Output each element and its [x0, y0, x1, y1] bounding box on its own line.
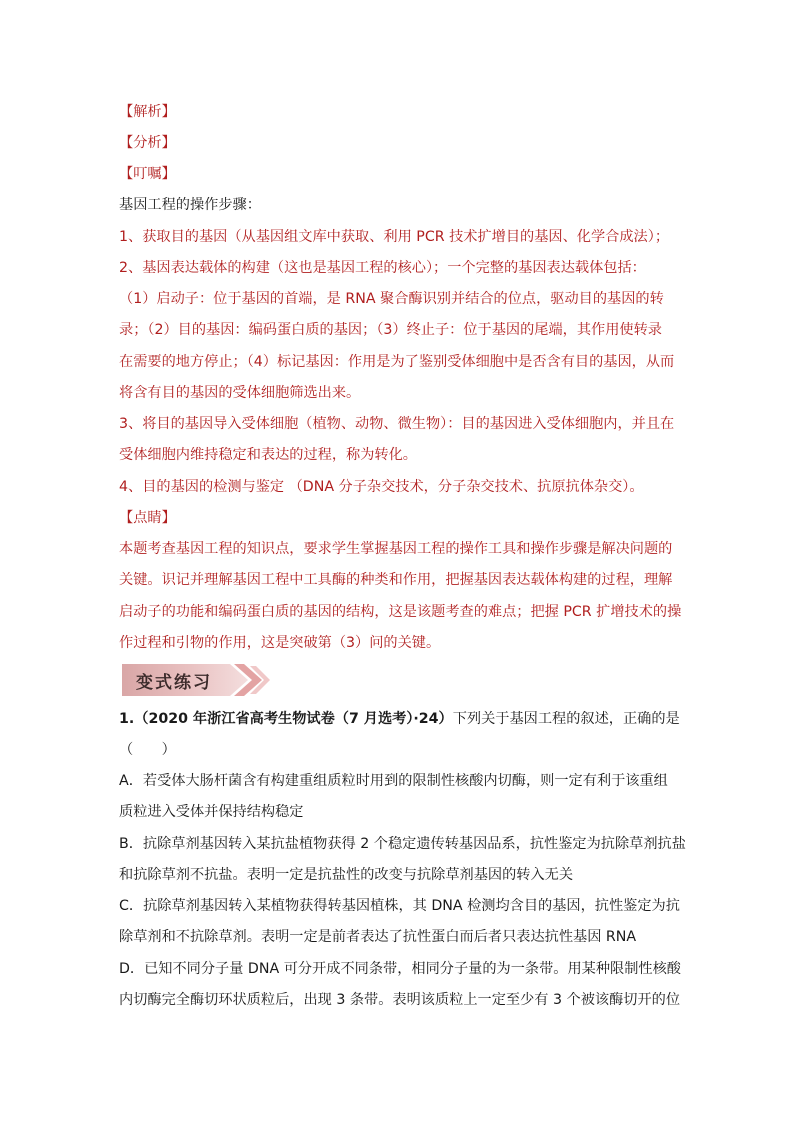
step-2-line-2: 录；（2）目的基因：编码蛋白质的基因；（3）终止子：位于基因的尾端，其作用使转录	[119, 322, 662, 338]
question-stem: 下列关于基因工程的叙述，正确的是	[452, 711, 680, 727]
step-2-line-1: （1）启动子：位于基因的首端，是 RNA 聚合酶识别并结合的位点，驱动目的基因的转	[119, 291, 664, 307]
option-b-line-2: 和抗除草剂不抗盐。表明一定是抗盐性的改变与抗除草剂基因的转入无关	[119, 867, 574, 883]
step-3-line-2: 受体细胞内维持稳定和表达的过程，称为转化。	[119, 447, 417, 463]
step-3-line-1: 3、将目的基因导入受体细胞（植物、动物、微生物）：目的基因进入受体细胞内，并且在	[119, 416, 675, 432]
option-a-line-2: 质粒进入受体并保持结构稳定	[119, 804, 304, 820]
section-label-jiexi: 【解析】	[119, 104, 176, 120]
steps-title: 基因工程的操作步骤：	[119, 197, 261, 213]
question-source: （2020 年浙江省高考生物试卷（7 月选考）·24）	[134, 711, 453, 727]
dianjing-line-2: 关键。识记并理解基因工程中工具酶的种类和作用，把握基因表达载体构建的过程，理解	[119, 572, 673, 588]
question-blank: （ ）	[119, 742, 176, 758]
step-2-line-4: 将含有目的基因的受体细胞筛选出来。	[119, 385, 361, 401]
banner-label: 变式练习	[136, 673, 212, 693]
step-1: 1、获取目的基因（从基因组文库中获取、利用 PCR 技术扩增目的基因、化学合成法）；	[119, 229, 670, 245]
practice-banner	[122, 660, 272, 700]
option-d-line-1: D．已知不同分子量 DNA 可分开成不同条带，相同分子量的为一条带。用某种限制性核酸	[119, 961, 681, 977]
step-2: 2、基因表达载体的构建（这也是基因工程的核心）；一个完整的基因表达载体包括：	[119, 260, 646, 276]
option-c-line-2: 除草剂和不抗除草剂。表明一定是前者表达了抗性蛋白而后者只表达抗性基因 RNA	[119, 929, 637, 945]
section-label-dingzhu: 【叮嘱】	[119, 166, 176, 182]
section-label-dianjing: 【点睛】	[119, 510, 176, 526]
dianjing-line-4: 作过程和引物的作用，这是突破第（3）问的关键。	[119, 635, 441, 651]
dianjing-line-1: 本题考查基因工程的知识点，要求学生掌握基因工程的操作工具和操作步骤是解决问题的	[119, 541, 673, 557]
option-d-line-2: 内切酶完全酶切环状质粒后，出现 3 条带。表明该质粒上一定至少有 3 个被该酶切开的位	[119, 992, 681, 1008]
question-number: 1.	[119, 711, 135, 727]
option-b-line-1: B．抗除草剂基因转入某抗盐植物获得 2 个稳定遗传转基因品系，抗性鉴定为抗除草剂抗盐	[119, 836, 686, 852]
section-label-fenxi: 【分析】	[119, 135, 176, 151]
dianjing-line-3: 启动子的功能和编码蛋白质的基因的结构，这是该题考查的难点；把握 PCR 扩增技术的操	[119, 604, 682, 620]
step-4: 4、目的基因的检测与鉴定 （DNA 分子杂交技术，分子杂交技术、抗原抗体杂交）。	[119, 479, 644, 495]
step-2-line-3: 在需要的地方停止；（4）标记基因：作用是为了鉴别受体细胞中是否含有目的基因，从而	[119, 354, 675, 370]
question-stem-line	[119, 709, 680, 729]
option-a-line-1: A．若受体大肠杆菌含有构建重组质粒时用到的限制性核酸内切酶，则一定有利于该重组	[119, 773, 668, 789]
option-c-line-1: C．抗除草剂基因转入某植物获得转基因植株，其 DNA 检测均含目的基因，抗性鉴定为抗	[119, 898, 680, 914]
